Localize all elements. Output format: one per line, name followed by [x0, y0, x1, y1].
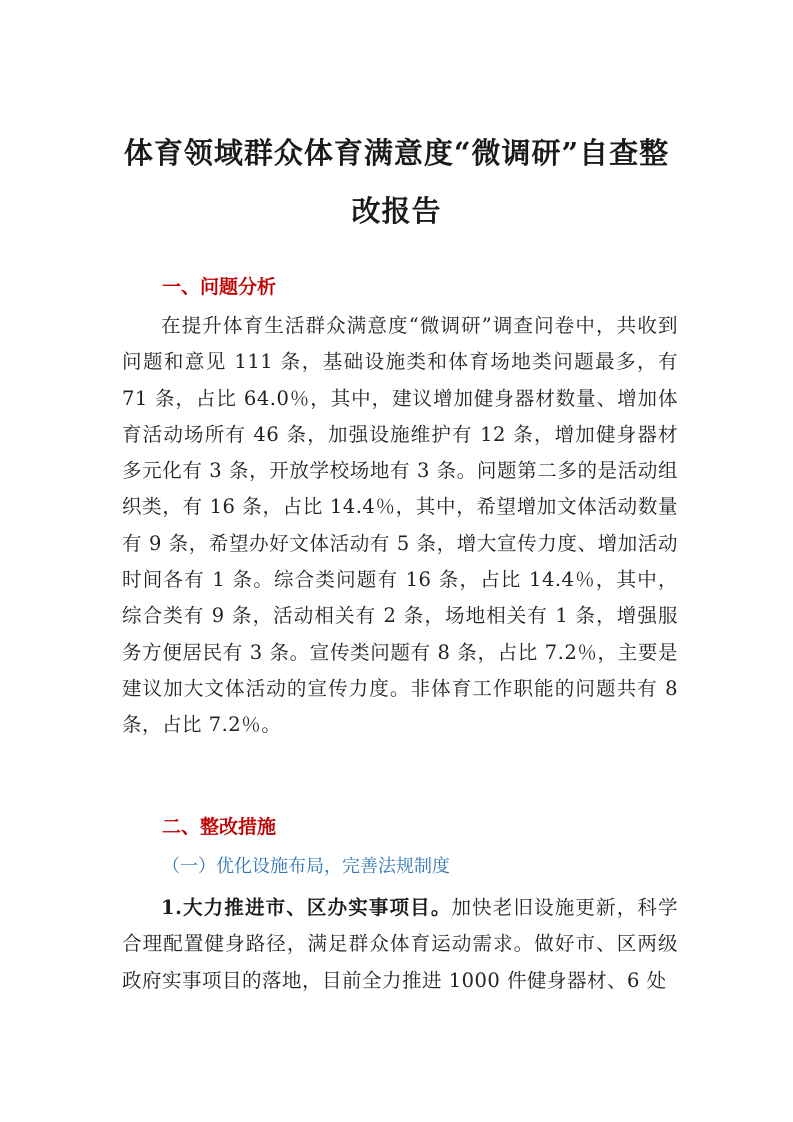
title-line-1: 体育领域群众体育满意度“微调研”自查整 — [123, 136, 670, 170]
item-1-paragraph — [122, 890, 678, 999]
problem-analysis-paragraph: 在提升体育生活群众满意度“微调研”调查问卷中，共收到问题和意见 111 条，基础设施类和体育场地类问题最多，有 71 条，占比 64.0％，其中，建议增加健身器材数量、增加体育活动场所有 46 条，加强设施维护有 12 条，增加健身器材多元化有 3 条，开放学校场地有 3 条。问题第二多的是活动组织类，有 16 条，占比 14.4％，其中，希望增加文体活动数量有 9 条，希望办好文体活动有 5 条，增大宣传力度、增加活动时间各有 1 条。综合类问题有 16 条，占比 14.4％，其中，综合类有 9 条，活动相关有 2 条，场地相关有 1 条，增强服务方便居民有 3 条。宣传类问题有 8 条，占比 7.2％，主要是建议加大文体活动的宣传力度。非体育工作职能的问题共有 8 条，占比 7.2％。 — [122, 314, 678, 737]
item-1-lead: 1.大力推进市、区办实事项目。 — [161, 896, 452, 919]
item-1-text: 加快老旧设施更新，科学合理配置健身路径，满足群众体育运动需求。做好市、区两级政府实事项目的落地，目前全力推进 1000 件健身器材、6 处 — [122, 896, 678, 992]
section-heading-rectification-measures: 二、整改措施 — [162, 816, 277, 838]
subsection-heading-optimize-facilities: （一）优化设施布局，完善法规制度 — [162, 856, 450, 877]
title-line-2: 改报告 — [351, 194, 442, 228]
section-heading-problem-analysis: 一、问题分析 — [162, 276, 277, 298]
document-title — [110, 124, 683, 240]
